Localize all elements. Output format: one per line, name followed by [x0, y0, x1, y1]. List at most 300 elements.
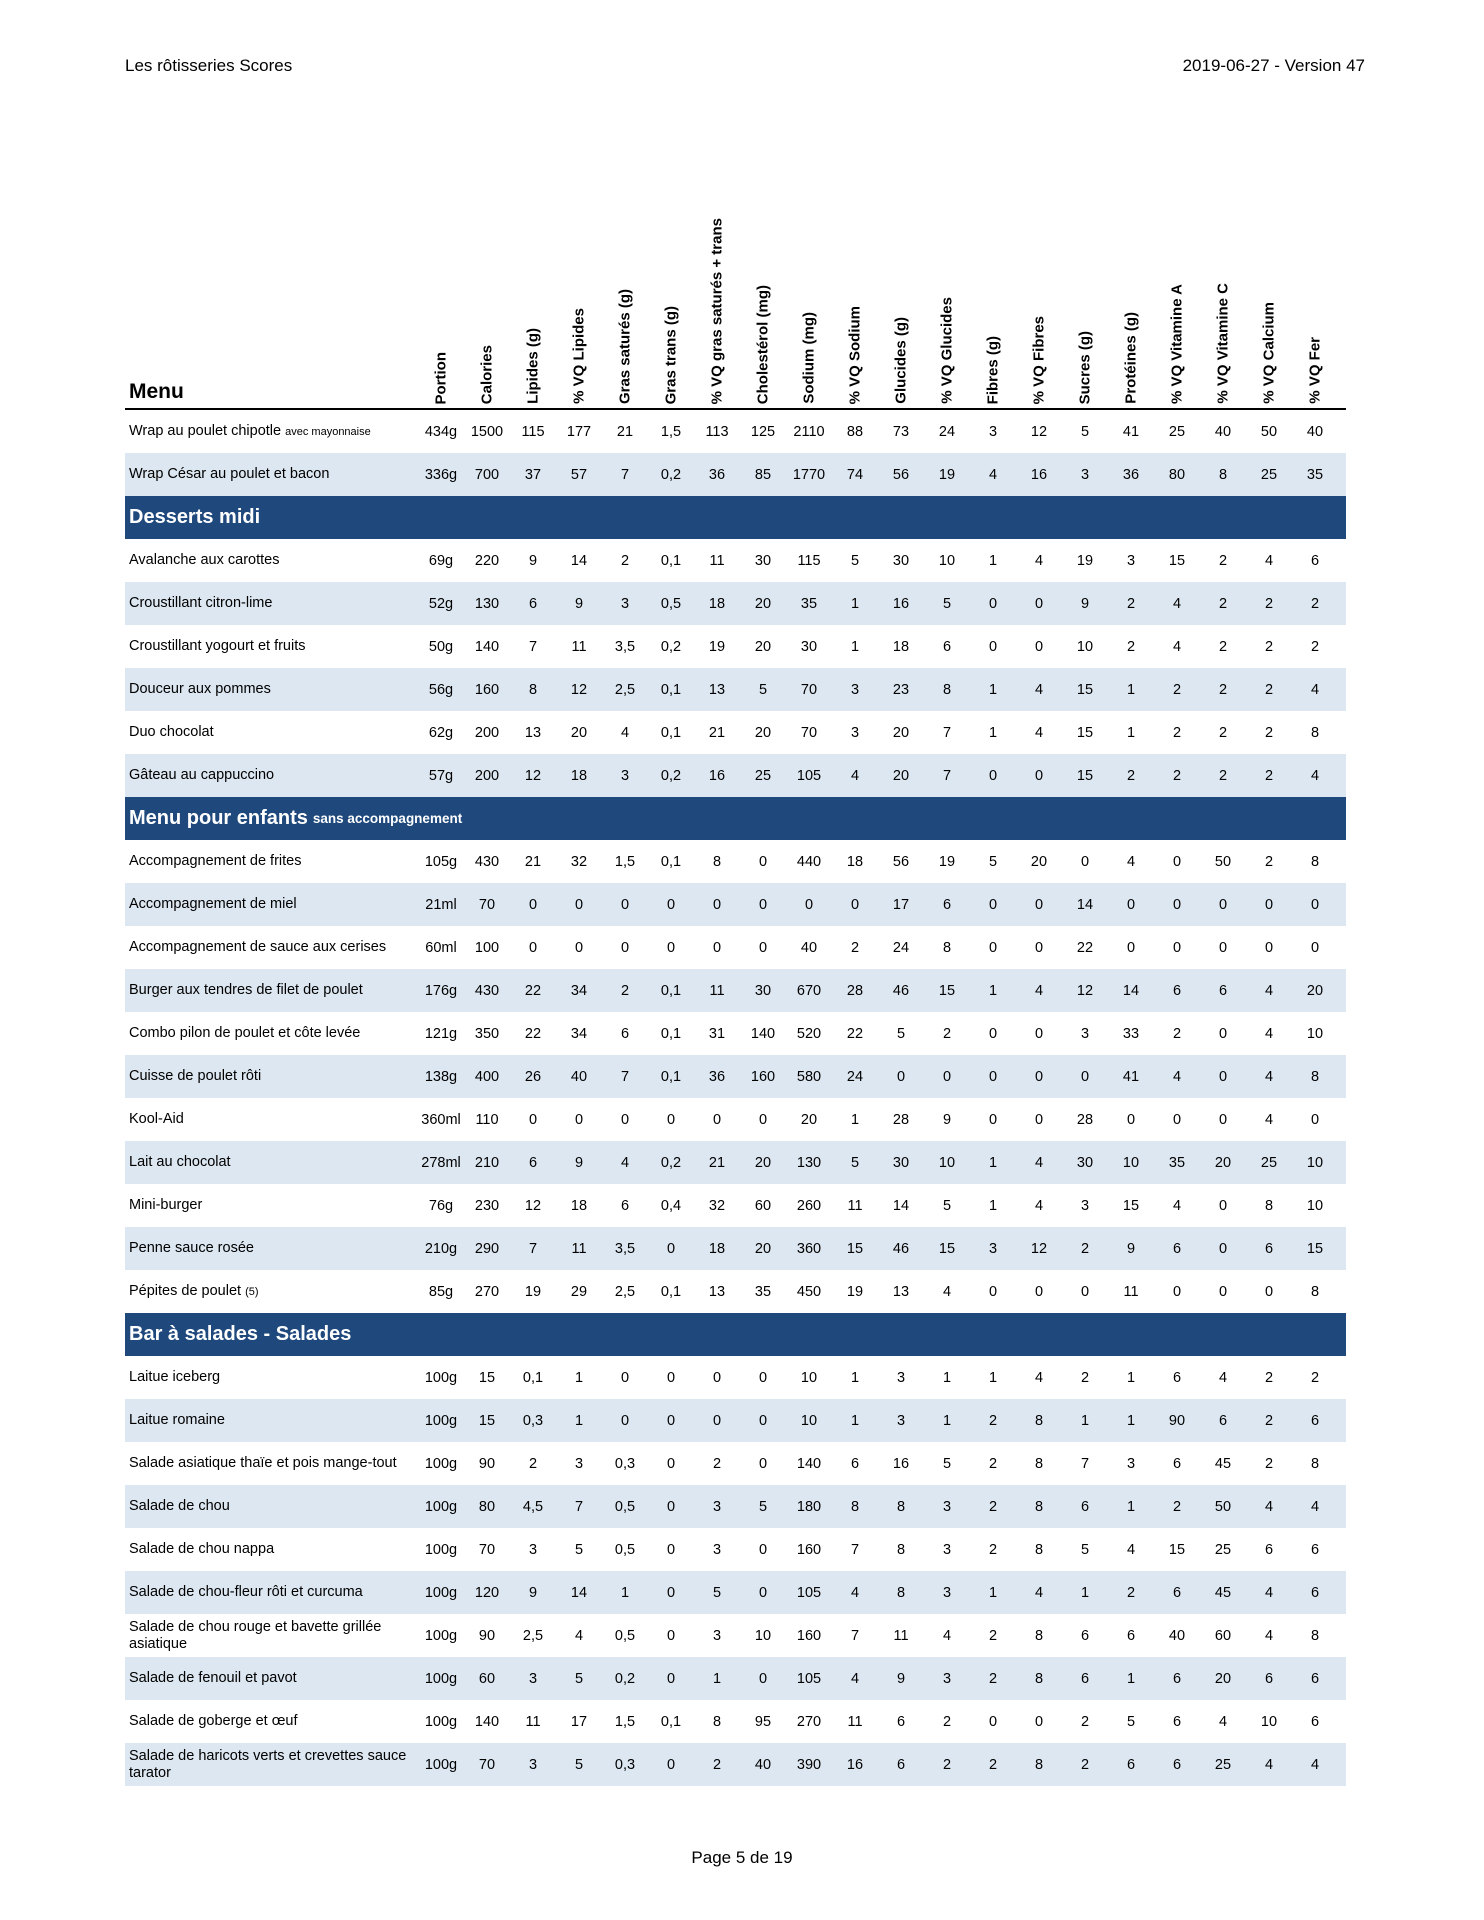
cell: 4	[1264, 552, 1274, 569]
table-row	[125, 539, 1346, 582]
cell: 7	[850, 1627, 860, 1644]
cell: 0,5	[614, 1498, 636, 1515]
cell: 57g	[428, 767, 454, 784]
cell: 9	[528, 552, 538, 569]
cell: 1	[850, 1369, 860, 1386]
cell: 0	[758, 853, 768, 870]
cell: 15	[1076, 724, 1094, 741]
item-name: Burger aux tendres de filet de poulet	[129, 982, 363, 998]
cell: 10	[1076, 638, 1094, 655]
cell: 70	[800, 681, 818, 698]
cell: 4	[850, 767, 860, 784]
cell: 22	[846, 1025, 864, 1042]
table-row	[125, 668, 1346, 711]
cell: 57	[570, 466, 588, 483]
cell: 6	[1172, 1240, 1182, 1257]
cell: 5	[942, 595, 952, 612]
cell: 70	[800, 724, 818, 741]
cell: 26	[524, 1068, 542, 1085]
cell: 3	[1080, 1197, 1090, 1214]
cell: 0,1	[660, 1025, 682, 1042]
cell: 24	[892, 939, 910, 956]
menu-column-header: Menu	[129, 380, 184, 403]
cell: 4	[1264, 982, 1274, 999]
cell: 3	[712, 1498, 722, 1515]
cell: 0,2	[660, 1154, 682, 1171]
cell: 0,1	[660, 1068, 682, 1085]
column-header: % VQ Vitamine A	[1168, 283, 1186, 404]
cell: 20	[1214, 1670, 1232, 1687]
cell: 0	[1126, 1111, 1136, 1128]
cell: 100g	[424, 1412, 458, 1429]
cell: 6	[1310, 552, 1320, 569]
cell: 4	[942, 1283, 952, 1300]
cell: 2	[1218, 638, 1228, 655]
item-name: Accompagnement de miel	[129, 896, 297, 912]
cell: 0	[1218, 1197, 1228, 1214]
cell: 4	[1126, 853, 1136, 870]
cell: 0	[1034, 638, 1044, 655]
cell: 3	[1080, 466, 1090, 483]
cell: 3	[988, 423, 998, 440]
cell: 0	[758, 1412, 768, 1429]
cell: 8	[1034, 1498, 1044, 1515]
cell: 200	[474, 767, 500, 784]
cell: 230	[474, 1197, 500, 1214]
cell: 9	[1080, 595, 1090, 612]
column-header: Calories	[478, 344, 496, 404]
cell: 12	[524, 767, 542, 784]
cell: 22	[524, 982, 542, 999]
cell: 0	[1218, 1240, 1228, 1257]
cell: 6	[1264, 1670, 1274, 1687]
item-name: Croustillant yogourt et fruits	[129, 638, 306, 654]
table-row	[125, 582, 1346, 625]
table-row	[125, 1270, 1346, 1313]
cell: 0,2	[660, 466, 682, 483]
item-name: Salade de haricots verts et crevettes sauce tarator	[129, 1747, 407, 1781]
cell: 1,5	[660, 423, 682, 440]
table-row	[125, 883, 1346, 926]
cell: 6	[850, 1455, 860, 1472]
cell: 28	[892, 1111, 910, 1128]
cell: 7	[528, 638, 538, 655]
cell: 8	[712, 853, 722, 870]
cell: 6	[1172, 982, 1182, 999]
cell: 22	[524, 1025, 542, 1042]
cell: 1	[942, 1412, 952, 1429]
cell: 4	[1034, 681, 1044, 698]
cell: 0,2	[660, 638, 682, 655]
cell: 8	[1034, 1412, 1044, 1429]
cell: 9	[528, 1584, 538, 1601]
cell: 290	[474, 1240, 500, 1257]
cell: 4	[1264, 1068, 1274, 1085]
cell: 20	[892, 767, 910, 784]
cell: 0	[850, 896, 860, 913]
cell: 6	[1310, 1412, 1320, 1429]
cell: 15	[478, 1369, 496, 1386]
cell: 2,5	[614, 681, 636, 698]
cell: 12	[1076, 982, 1094, 999]
cell: 69g	[428, 552, 454, 569]
cell: 15	[938, 982, 956, 999]
column-header: % VQ Fer	[1306, 337, 1324, 404]
cell: 45	[1214, 1455, 1232, 1472]
cell: 36	[708, 1068, 726, 1085]
cell: 210	[474, 1154, 500, 1171]
cell: 6	[1172, 1455, 1182, 1472]
cell: 0	[1034, 1713, 1044, 1730]
table-row	[125, 1442, 1346, 1485]
cell: 1	[988, 1197, 998, 1214]
cell: 6	[1172, 1369, 1182, 1386]
cell: 0	[666, 1111, 676, 1128]
cell: 0,1	[660, 552, 682, 569]
cell: 0	[620, 896, 630, 913]
cell: 2	[1264, 767, 1274, 784]
cell: 0,1	[660, 724, 682, 741]
cell: 138g	[424, 1068, 458, 1085]
cell: 19	[846, 1283, 864, 1300]
cell: 10	[754, 1627, 772, 1644]
cell: 14	[570, 1584, 588, 1601]
cell: 2	[1126, 638, 1136, 655]
cell: 6	[1172, 1713, 1182, 1730]
cell: 11	[1123, 1283, 1139, 1300]
cell: 2	[1172, 681, 1182, 698]
cell: 2	[620, 552, 630, 569]
cell: 4	[1034, 1584, 1044, 1601]
cell: 0	[942, 1068, 952, 1085]
cell: 2	[1218, 681, 1228, 698]
cell: 12	[570, 681, 588, 698]
cell: 4	[1310, 1756, 1320, 1773]
cell: 434g	[424, 423, 458, 440]
column-header: % VQ Lipides	[570, 308, 588, 404]
cell: 0	[666, 1584, 676, 1601]
cell: 11	[525, 1713, 541, 1730]
cell: 33	[1122, 1025, 1140, 1042]
table-row	[125, 1700, 1346, 1743]
section-header: Bar à salades - Salades	[125, 1313, 1346, 1356]
cell: 8	[942, 939, 952, 956]
cell: 2	[1218, 552, 1228, 569]
cell: 60	[478, 1670, 496, 1687]
cell: 3	[620, 595, 630, 612]
cell: 0	[758, 1111, 768, 1128]
cell: 4	[1034, 1154, 1044, 1171]
table-row	[125, 1356, 1346, 1399]
cell: 0	[1034, 1025, 1044, 1042]
cell: 5	[896, 1025, 906, 1042]
cell: 10	[938, 1154, 956, 1171]
cell: 15	[478, 1412, 496, 1429]
cell: 6	[1172, 1584, 1182, 1601]
cell: 130	[796, 1154, 822, 1171]
cell: 10	[1260, 1713, 1278, 1730]
cell: 360	[796, 1240, 822, 1257]
cell: 125	[750, 423, 776, 440]
cell: 0	[896, 1068, 906, 1085]
table-row	[125, 1098, 1346, 1141]
cell: 1500	[470, 423, 504, 440]
column-header: Glucides (g)	[892, 317, 910, 404]
cell: 350	[474, 1025, 500, 1042]
cell: 278ml	[421, 1154, 461, 1171]
cell: 100g	[424, 1713, 458, 1730]
cell: 7	[942, 724, 952, 741]
cell: 0,2	[614, 1670, 636, 1687]
cell: 2	[1264, 681, 1274, 698]
cell: 0	[1034, 1068, 1044, 1085]
cell: 2	[1310, 638, 1320, 655]
cell: 4	[1034, 982, 1044, 999]
cell: 12	[1030, 423, 1048, 440]
cell: 30	[892, 552, 910, 569]
cell: 2	[1126, 595, 1136, 612]
cell: 6	[528, 1154, 538, 1171]
cell: 3	[1126, 1455, 1136, 1472]
cell: 15	[1076, 681, 1094, 698]
cell: 8	[1310, 1455, 1320, 1472]
cell: 2	[1264, 1369, 1274, 1386]
table-row	[125, 1571, 1346, 1614]
cell: 3	[850, 724, 860, 741]
cell: 3	[1126, 552, 1136, 569]
cell: 0,1	[660, 853, 682, 870]
cell: 1	[1126, 1369, 1136, 1386]
cell: 3	[988, 1240, 998, 1257]
cell: 1	[1080, 1412, 1090, 1429]
cell: 40	[1214, 423, 1232, 440]
cell: 0	[758, 1455, 768, 1472]
cell: 19	[1076, 552, 1094, 569]
cell: 30	[754, 552, 772, 569]
table-body	[125, 410, 1346, 1786]
cell: 36	[1122, 466, 1140, 483]
cell: 2	[988, 1541, 998, 1558]
cell: 2110	[793, 423, 825, 440]
cell: 6	[1080, 1498, 1090, 1515]
cell: 34	[570, 1025, 588, 1042]
cell: 0	[1126, 939, 1136, 956]
cell: 60	[754, 1197, 772, 1214]
cell: 11	[847, 1713, 863, 1730]
cell: 1	[942, 1369, 952, 1386]
cell: 7	[942, 767, 952, 784]
cell: 160	[796, 1627, 822, 1644]
cell: 11	[847, 1197, 863, 1214]
cell: 0	[1034, 1111, 1044, 1128]
cell: 0	[528, 939, 538, 956]
document-version: 2019-06-27 - Version 47	[1182, 56, 1365, 75]
cell: 0	[1218, 1068, 1228, 1085]
cell: 400	[474, 1068, 500, 1085]
column-header: % VQ Sodium	[846, 305, 864, 404]
cell: 176g	[424, 982, 458, 999]
cell: 8	[1310, 853, 1320, 870]
cell: 13	[708, 681, 726, 698]
cell: 5	[1080, 1541, 1090, 1558]
cell: 6	[1264, 1240, 1274, 1257]
cell: 3	[528, 1756, 538, 1773]
cell: 2	[712, 1756, 722, 1773]
cell: 2	[1264, 853, 1274, 870]
cell: 16	[892, 595, 910, 612]
cell: 160	[750, 1068, 776, 1085]
cell: 18	[892, 638, 910, 655]
cell: 0,1	[522, 1369, 544, 1386]
table-row	[125, 1743, 1346, 1786]
cell: 6	[942, 638, 952, 655]
cell: 90	[1168, 1412, 1186, 1429]
cell: 0	[988, 1068, 998, 1085]
cell: 0	[988, 1283, 998, 1300]
cell: 0	[988, 939, 998, 956]
cell: 4	[620, 1154, 630, 1171]
cell: 105g	[424, 853, 458, 870]
cell: 20	[754, 595, 772, 612]
cell: 6	[1126, 1627, 1136, 1644]
cell: 1	[988, 982, 998, 999]
cell: 2	[988, 1498, 998, 1515]
cell: 4	[850, 1670, 860, 1687]
cell: 100g	[424, 1670, 458, 1687]
section-header: Menu pour enfants sans accompagnement	[125, 797, 1346, 840]
cell: 8	[1310, 1068, 1320, 1085]
cell: 0	[620, 939, 630, 956]
cell: 60	[1214, 1627, 1232, 1644]
cell: 2	[1310, 595, 1320, 612]
cell: 56	[892, 466, 910, 483]
cell: 7	[574, 1498, 584, 1515]
cell: 11	[571, 638, 587, 655]
cell: 28	[1076, 1111, 1094, 1128]
cell: 18	[846, 853, 864, 870]
cell: 0	[1080, 1283, 1090, 1300]
cell: 62g	[428, 724, 454, 741]
cell: 0	[1126, 896, 1136, 913]
cell: 5	[758, 1498, 768, 1515]
cell: 25	[1214, 1756, 1232, 1773]
cell: 40	[1306, 423, 1324, 440]
cell: 440	[796, 853, 822, 870]
cell: 5	[1126, 1713, 1136, 1730]
cell: 0	[666, 1455, 676, 1472]
cell: 10	[1306, 1154, 1324, 1171]
cell: 0	[666, 896, 676, 913]
cell: 4	[1218, 1713, 1228, 1730]
cell: 20	[754, 638, 772, 655]
cell: 40	[754, 1756, 772, 1773]
cell: 30	[800, 638, 818, 655]
cell: 260	[796, 1197, 822, 1214]
cell: 8	[896, 1541, 906, 1558]
cell: 4	[1172, 595, 1182, 612]
cell: 0	[620, 1369, 630, 1386]
cell: 80	[478, 1498, 496, 1515]
cell: 0	[712, 896, 722, 913]
column-header: Sucres (g)	[1076, 330, 1094, 404]
cell: 3	[620, 767, 630, 784]
cell: 390	[796, 1756, 822, 1773]
item-note: avec mayonnaise	[285, 425, 371, 438]
cell: 0	[574, 1111, 584, 1128]
cell: 4	[1034, 1369, 1044, 1386]
cell: 8	[1034, 1670, 1044, 1687]
cell: 0	[988, 1111, 998, 1128]
table-row	[125, 1227, 1346, 1270]
table-row	[125, 711, 1346, 754]
page-number: Page 5 de 19	[691, 1848, 793, 1867]
cell: 25	[1214, 1541, 1232, 1558]
cell: 32	[570, 853, 588, 870]
cell: 20	[800, 1111, 818, 1128]
cell: 2	[1172, 1498, 1182, 1515]
cell: 270	[796, 1713, 822, 1730]
table-header	[125, 160, 1346, 410]
cell: 0	[666, 1670, 676, 1687]
cell: 14	[892, 1197, 910, 1214]
cell: 3	[528, 1541, 538, 1558]
cell: 2	[1172, 1025, 1182, 1042]
cell: 1,5	[614, 1713, 636, 1730]
cell: 0	[666, 1541, 676, 1558]
cell: 1	[988, 724, 998, 741]
cell: 2	[988, 1627, 998, 1644]
cell: 700	[474, 466, 500, 483]
cell: 4	[1034, 1197, 1044, 1214]
cell: 20	[892, 724, 910, 741]
cell: 2,5	[614, 1283, 636, 1300]
cell: 5	[574, 1670, 584, 1687]
cell: 19	[938, 466, 956, 483]
cell: 15	[846, 1240, 864, 1257]
cell: 21ml	[425, 896, 457, 913]
cell: 0	[712, 1412, 722, 1429]
cell: 6	[1310, 1541, 1320, 1558]
cell: 100g	[424, 1756, 458, 1773]
cell: 50	[1260, 423, 1278, 440]
cell: 0	[988, 595, 998, 612]
item-name: Gâteau au cappuccino	[129, 767, 275, 783]
cell: 0,3	[522, 1412, 544, 1429]
cell: 2	[1080, 1713, 1090, 1730]
cell: 0	[1172, 1111, 1182, 1128]
cell: 0,5	[614, 1541, 636, 1558]
cell: 115	[521, 423, 545, 440]
cell: 56g	[428, 681, 454, 698]
table-row	[125, 840, 1346, 883]
cell: 0	[712, 939, 722, 956]
cell: 15	[1168, 1541, 1186, 1558]
cell: 0	[528, 1111, 538, 1128]
cell: 90	[478, 1455, 496, 1472]
cell: 3	[942, 1541, 952, 1558]
cell: 15	[1306, 1240, 1324, 1257]
cell: 115	[797, 552, 821, 569]
column-header: Protéines (g)	[1122, 312, 1140, 404]
cell: 35	[1306, 466, 1324, 483]
cell: 2	[1172, 767, 1182, 784]
cell: 10	[1122, 1154, 1140, 1171]
cell: 0	[666, 1498, 676, 1515]
item-name: Combo pilon de poulet et côte levée	[129, 1025, 361, 1041]
table-row	[125, 1528, 1346, 1571]
cell: 3	[896, 1369, 906, 1386]
cell: 18	[570, 1197, 588, 1214]
